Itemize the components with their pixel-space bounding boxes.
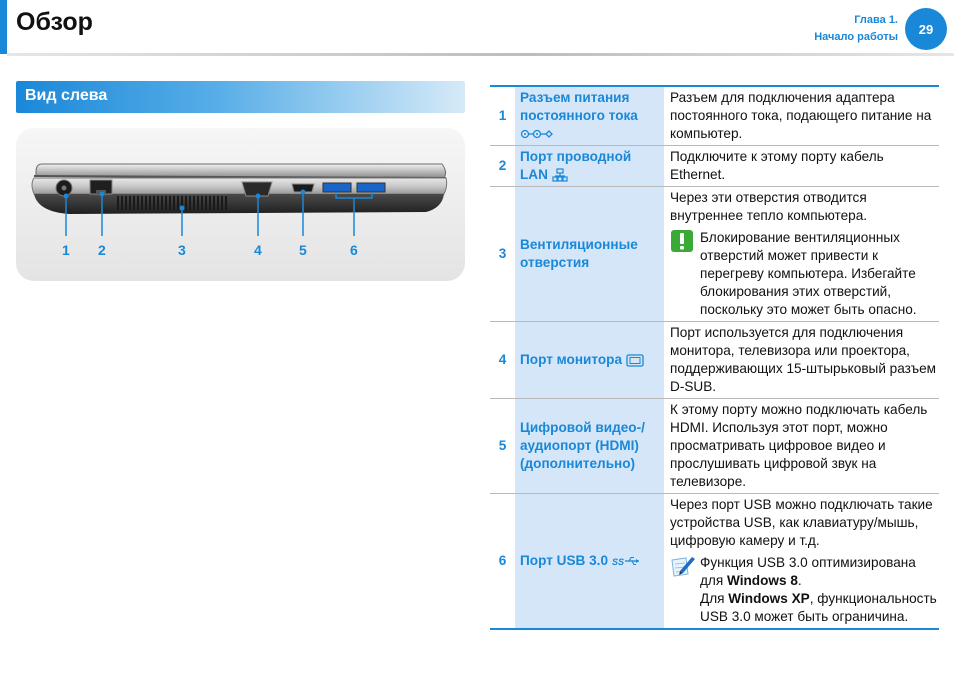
usb3-icon: [612, 555, 642, 567]
section-heading: Вид слева: [16, 81, 465, 113]
svg-text:SS: SS: [611, 557, 624, 568]
callout-number: 6: [350, 242, 358, 258]
table-row: [490, 187, 939, 322]
note-text: Функция USB 3.0 оптимизирована для Windows 8. Для Windows XP, функциональность USB 3.0 может быть ограничина.: [700, 555, 937, 624]
port-number: 6: [490, 494, 515, 630]
laptop-illustration: [16, 128, 465, 281]
port-number: 4: [490, 322, 515, 399]
callout-number: 4: [254, 242, 262, 258]
port-name: Порт монитора: [515, 322, 664, 399]
table-row: [490, 146, 939, 187]
port-name: Разъем питания постоянного тока: [515, 86, 664, 146]
port-name: Порт проводной LAN: [515, 146, 664, 187]
callout-number: 3: [178, 242, 186, 258]
port-number: 1: [490, 86, 515, 146]
ports-table: [490, 85, 939, 630]
page-number-badge: 29: [905, 8, 947, 50]
port-number: 2: [490, 146, 515, 187]
note-pencil-icon: [670, 554, 698, 578]
chapter-title: Начало работы: [814, 31, 898, 43]
port-name: Вентиляционные отверстия: [515, 187, 664, 322]
port-description: Порт используется для подключения монитора, телевизора или проектора, поддерживающих 15-штырьковый разъем D-SUB.: [664, 322, 939, 399]
port-description: Подключите к этому порту кабель Ethernet.: [664, 146, 939, 187]
callout-number: 5: [299, 242, 307, 258]
warning-text: Блокирование вентиляционных отверстий может привести к перегреву компьютера. Избегайте блокирования этих отверстий, поскольку это может быть опасно.: [700, 230, 917, 317]
port-number: 3: [490, 187, 515, 322]
table-row: [490, 86, 939, 146]
port-name: Цифровой видео-/аудиопорт (HDMI) (дополнительно): [515, 399, 664, 494]
header-accent-bar: [0, 0, 7, 54]
usb3-port-shape: [323, 183, 351, 192]
warning-exclamation-icon: [670, 229, 698, 253]
header-divider: [7, 53, 954, 56]
table-row: [490, 322, 939, 399]
usb3-port-shape: [357, 183, 385, 192]
port-description: Через эти отверстия отводится внутреннее тепло компьютера. Блокирование вентиляционных отверстий может привести к перегреву компьютера. Избегайте блокирования этих отверстий, поскольку это может быть опасно.: [664, 187, 939, 322]
chapter-label: [814, 12, 898, 46]
monitor-port-icon: [626, 354, 644, 367]
table-row: [490, 494, 939, 630]
dc-power-icon: [520, 129, 554, 139]
warning-note: [670, 229, 939, 319]
callout-number: 2: [98, 242, 106, 258]
page-title: Обзор: [16, 8, 93, 36]
lan-network-icon: [552, 168, 568, 182]
laptop-left-side-figure: [16, 128, 465, 281]
chapter-number: Глава 1.: [854, 14, 898, 26]
port-description: К этому порту можно подключать кабель HDMI. Используя этот порт, можно просматривать цифровое видео и прослушивать цифровой звук на телевизоре.: [664, 399, 939, 494]
callout-number: 1: [62, 242, 70, 258]
port-number: 5: [490, 399, 515, 494]
port-name: Порт USB 3.0 SS: [515, 494, 664, 630]
laptop-base: [34, 194, 444, 214]
table-row: [490, 399, 939, 494]
port-description: Разъем для подключения адаптера постоянного тока, подающего питание на компьютер.: [664, 86, 939, 146]
info-note: [670, 554, 939, 626]
port-description: Через порт USB можно подключать такие устройства USB, как клавиатуру/мышь, цифровую камеру и т.д. Функция USB 3.0 оптимизирована для Windows 8. Для Windows XP, функциональность USB 3.0 может быть ограничина.: [664, 494, 939, 630]
